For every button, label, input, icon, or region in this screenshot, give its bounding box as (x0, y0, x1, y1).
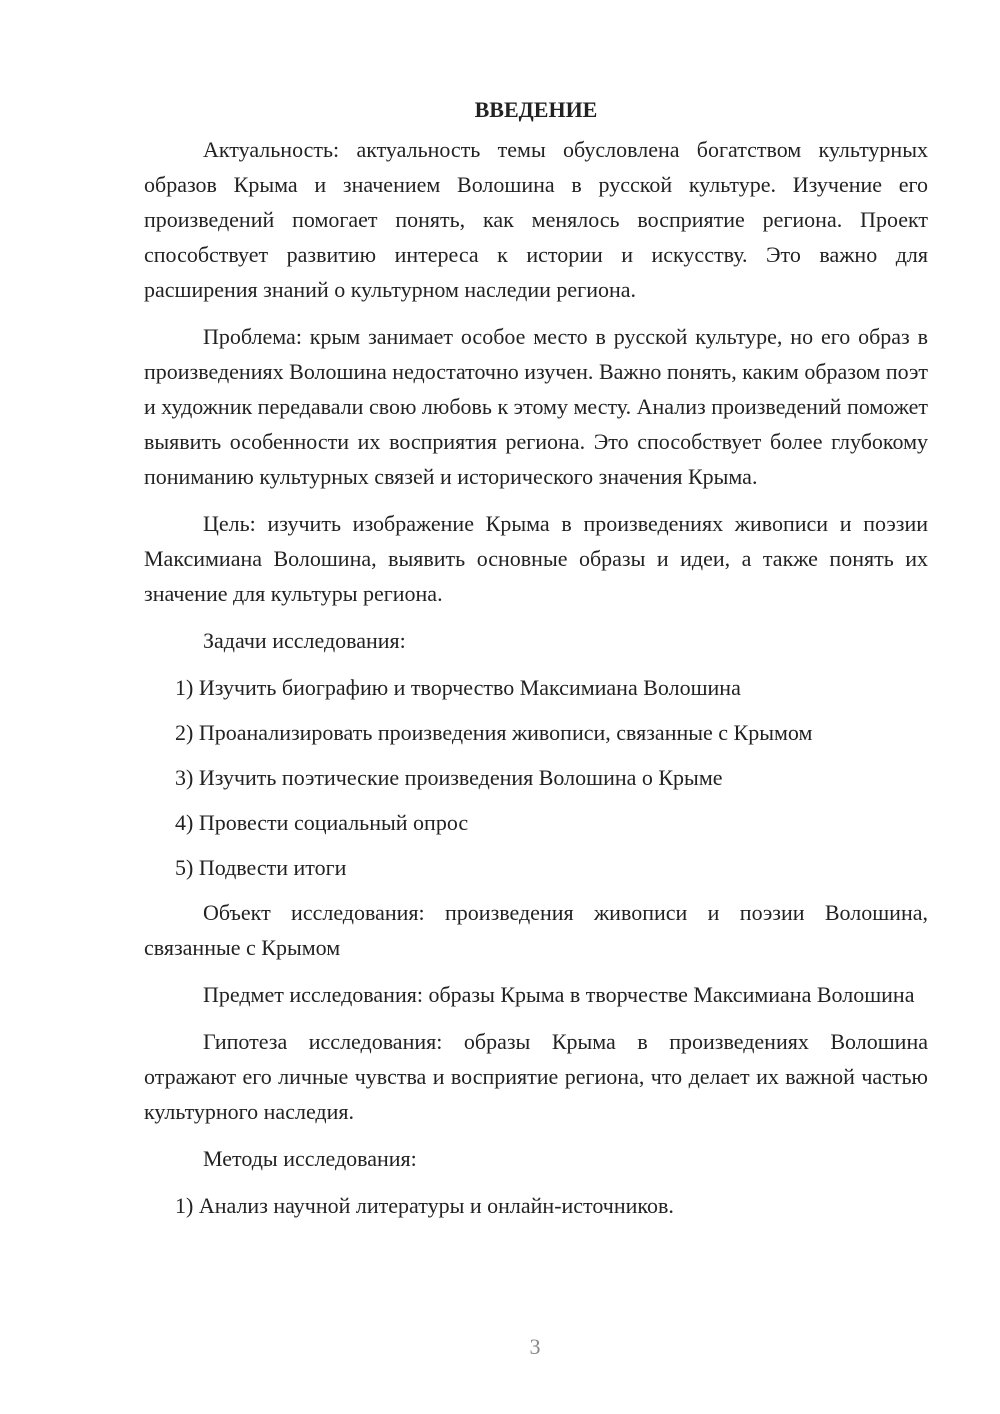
problem-paragraph: Проблема: крым занимает особое место в русской культуре, но его образ в произведениях Волошина недостаточно изучен. Важно понять, каким образом поэт и художник передавали свою любовь к этому месту. Анализ произведений поможет выявить особенности их восприятия региона. Это способствует более глубокому пониманию культурных связей и исторического значения Крыма. (144, 324, 928, 489)
subject-paragraph: Предмет исследования: образы Крыма в творчестве Максимиана Волошина (203, 982, 915, 1007)
object-paragraph: Объект исследования: произведения живописи и поэзии Волошина, связанные с Крымом (144, 900, 928, 960)
method-item-1: 1) Анализ научной литературы и онлайн-источников. (175, 1193, 674, 1218)
task-item-5: 5) Подвести итоги (175, 855, 347, 880)
tasks-list (144, 670, 928, 885)
task-item-2: 2) Проанализировать произведения живописи, связанные с Крымом (175, 720, 813, 745)
document-page (144, 92, 928, 1233)
task-item-3: 3) Изучить поэтические произведения Волошина о Крыме (175, 765, 723, 790)
relevance-paragraph: Актуальность: актуальность темы обусловлена богатством культурных образов Крыма и значением Волошина в русской культуре. Изучение его произведений помогает понять, как менялось восприятие региона. Проект способствует развитию интереса к истории и искусству. Это важно для расширения знаний о культурном наследии региона. (144, 137, 928, 302)
page-title: ВВЕДЕНИЕ (474, 97, 598, 122)
task-item-4: 4) Провести социальный опрос (175, 810, 469, 835)
goal-paragraph: Цель: изучить изображение Крыма в произведениях живописи и поэзии Максимиана Волошина, выявить основные образы и идеи, а также понять их значение для культуры региона. (144, 511, 928, 606)
hypothesis-paragraph: Гипотеза исследования: образы Крыма в произведениях Волошина отражают его личные чувства и восприятие региона, что делает их важной частью культурного наследия. (144, 1029, 928, 1124)
methods-list (144, 1188, 928, 1223)
tasks-heading: Задачи исследования: (203, 628, 406, 653)
page-number: 3 (529, 1334, 541, 1359)
task-item-1: 1) Изучить биографию и творчество Максимиана Волошина (175, 675, 741, 700)
methods-heading: Методы исследования: (203, 1146, 417, 1171)
